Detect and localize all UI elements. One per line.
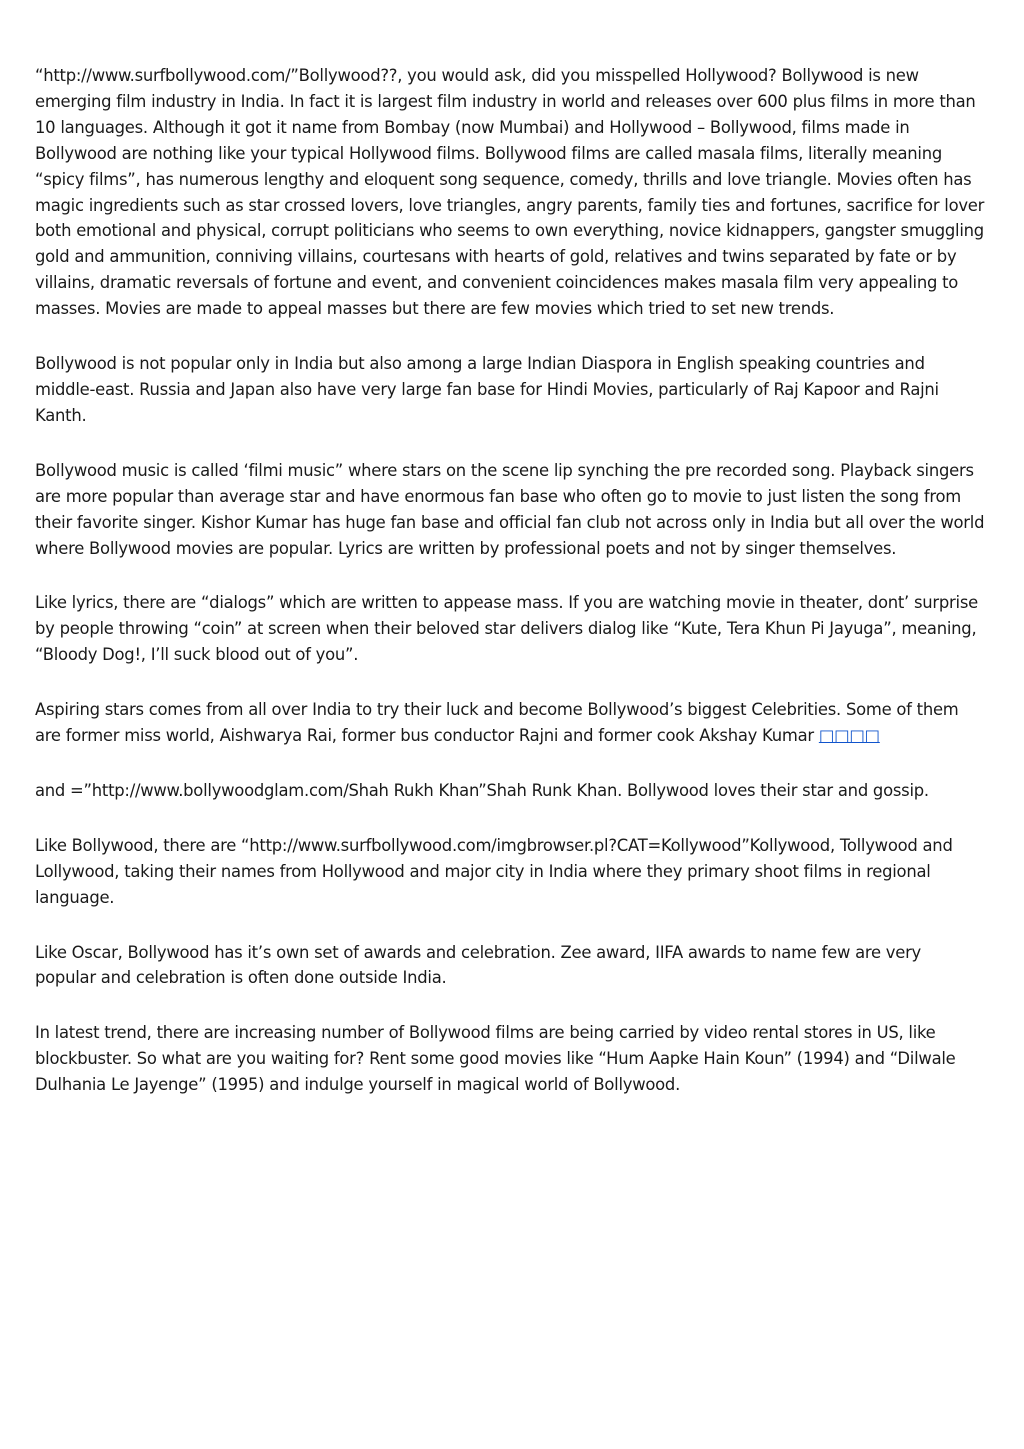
- paragraph-filmi-music: Bollywood music is called ‘filmi music” where stars on the scene lip synching the pre recorded song. Playback singers are more popular than average star and have enormous fan base who often go to movie to just listen the song from their favorite singer. Kishor Kumar has huge fan base and official fan club not across only in India but all over the world where Bollywood movies are popular. Lyrics are written by professional poets and not by singer themselves.: [35, 460, 985, 558]
- paragraph-latest-trend: In latest trend, there are increasing number of Bollywood films are being carried by video rental stores in US, like blockbuster. So what are you waiting for? Rent some good movies like “Hum Aapke Hain Koun” (1994) and “Dilwale Dulhania Le Jayenge” (1995) and indulge yourself in magical world of Bollywood.: [35, 1023, 956, 1095]
- paragraph-diaspora: Bollywood is not popular only in India but also among a large Indian Diaspora in English speaking countries and middle-east. Russia and Japan also have very large fan base for Hindi Movies, particularly of Raj Kapoor and Rajni Kanth.: [35, 354, 939, 425]
- paragraph-aspiring-stars-text: Aspiring stars comes from all over India to try their luck and become Bollywood’s biggest Celebrities. Some of them are former miss world, Aishwarya Rai, former bus conductor Rajni and former cook Akshay Kumar: [35, 700, 959, 746]
- inline-link[interactable]: □□□□: [818, 726, 880, 746]
- paragraph-regional-industries: Like Bollywood, there are “http://www.surfbollywood.com/imgbrowser.pl?CAT=Kollywood”Kollywood, Tollywood and Lollywood, taking their names from Hollywood and major city in India where they primary shoot films in regional language.: [35, 835, 953, 907]
- paragraph-intro: “http://www.surfbollywood.com/”Bollywood??, you would ask, did you misspelled Hollywood? Bollywood is new emerging film industry in India. In fact it is largest film industry in world and releases over 600 plus films in more than 10 languages. Although it got it name from Bombay (now Mumbai) and Hollywood – Bollywood, films made in Bollywood are nothing like your typical Hollywood films. Bollywood films are called masala films, literally meaning “spicy films”, has numerous lengthy and eloquent song sequence, comedy, thrills and love triangle. Movies often has magic ingredients such as star crossed lovers, love triangles, angry parents, family ties and fortunes, sacrifice for lover both emotional and physical, corrupt politicians who seems to own everything, novice kidnappers, gangster smuggling gold and ammunition, conniving villains, courtesans with hearts of gold, relatives and twins separated by fate or by villains, dramatic reversals of fortune and event, and convenient coincidences makes masala film very appealing to masses. Movies are made to appeal masses but there are few movies which tried to set new trends.: [35, 66, 985, 319]
- paragraph-dialogs: Like lyrics, there are “dialogs” which are written to appease mass. If you are watching movie in theater, dont’ surprise by people throwing “coin” at screen when their beloved star delivers dialog like “Kute, Tera Khun Pi Jayuga”, meaning, “Bloody Dog!, I’ll suck blood out of you”.: [35, 593, 978, 665]
- paragraph-aspiring-stars: [35, 697, 985, 749]
- article-body: [35, 63, 985, 1127]
- paragraph-awards: Like Oscar, Bollywood has it’s own set of awards and celebration. Zee award, IIFA awards to name few are very popular and celebration is often done outside India.: [35, 942, 922, 988]
- paragraph-shah-rukh: and =”http://www.bollywoodglam.com/Shah Rukh Khan”Shah Runk Khan. Bollywood loves their star and gossip.: [35, 780, 929, 800]
